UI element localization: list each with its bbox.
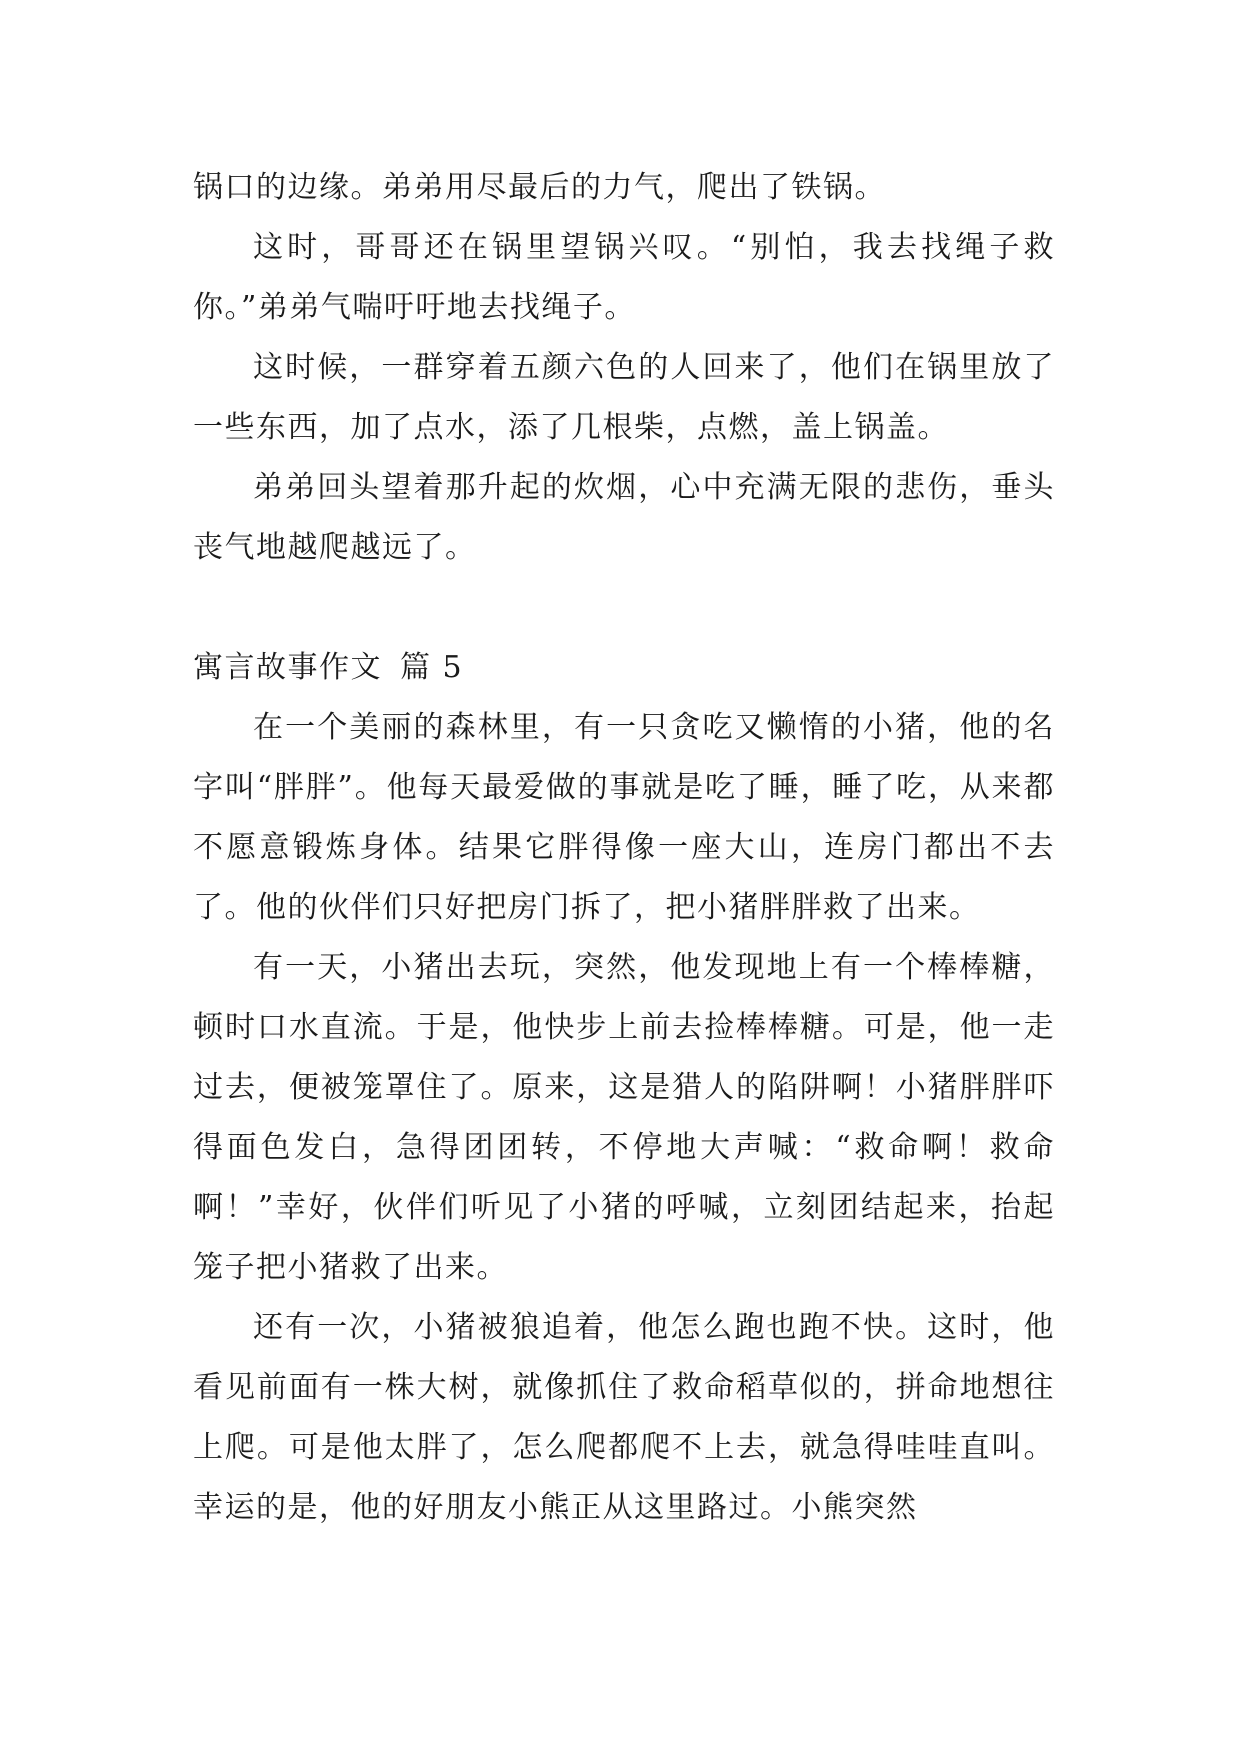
paragraph: 这时，哥哥还在锅里望锅兴叹。“别怕，我去找绳子救你。”弟弟气喘吁吁地去找绳子。 bbox=[193, 230, 1055, 325]
paragraph: 锅口的边缘。弟弟用尽最后的力气，爬出了铁锅。 bbox=[193, 170, 886, 205]
section-heading bbox=[193, 638, 1055, 698]
section-heading-number: 篇 5 bbox=[400, 650, 464, 685]
section-heading-title: 寓言故事作文 bbox=[193, 650, 382, 685]
paragraph: 还有一次，小猪被狼追着，他怎么跑也跑不快。这时，他看见前面有一株大树，就像抓住了救命稻草似的，拼命地想往上爬。可是他太胖了，怎么爬都爬不上去，就急得哇哇直叫。幸运的是，他的好朋友小熊正从这里路过。小熊突然 bbox=[193, 1310, 1055, 1525]
paragraph: 在一个美丽的森林里，有一只贪吃又懒惰的小猪，他的名字叫“胖胖”。他每天最爱做的事就是吃了睡，睡了吃，从来都不愿意锻炼身体。结果它胖得像一座大山，连房门都出不去了。他的伙伴们只好把房门拆了，把小猪胖胖救了出来。 bbox=[193, 710, 1055, 925]
paragraph: 这时候，一群穿着五颜六色的人回来了，他们在锅里放了一些东西，加了点水，添了几根柴，点燃，盖上锅盖。 bbox=[193, 350, 1055, 445]
paragraph: 有一天，小猪出去玩，突然，他发现地上有一个棒棒糖，顿时口水直流。于是，他快步上前去捡棒棒糖。可是，他一走过去，便被笼罩住了。原来，这是猎人的陷阱啊！小猪胖胖吓得面色发白，急得团团转，不停地大声喊：“救命啊！救命啊！”幸好，伙伴们听见了小猪的呼喊，立刻团结起来，抬起笼子把小猪救了出来。 bbox=[193, 950, 1055, 1285]
paragraph: 弟弟回头望着那升起的炊烟，心中充满无限的悲伤，垂头丧气地越爬越远了。 bbox=[193, 470, 1055, 565]
document-page bbox=[193, 158, 1055, 1538]
